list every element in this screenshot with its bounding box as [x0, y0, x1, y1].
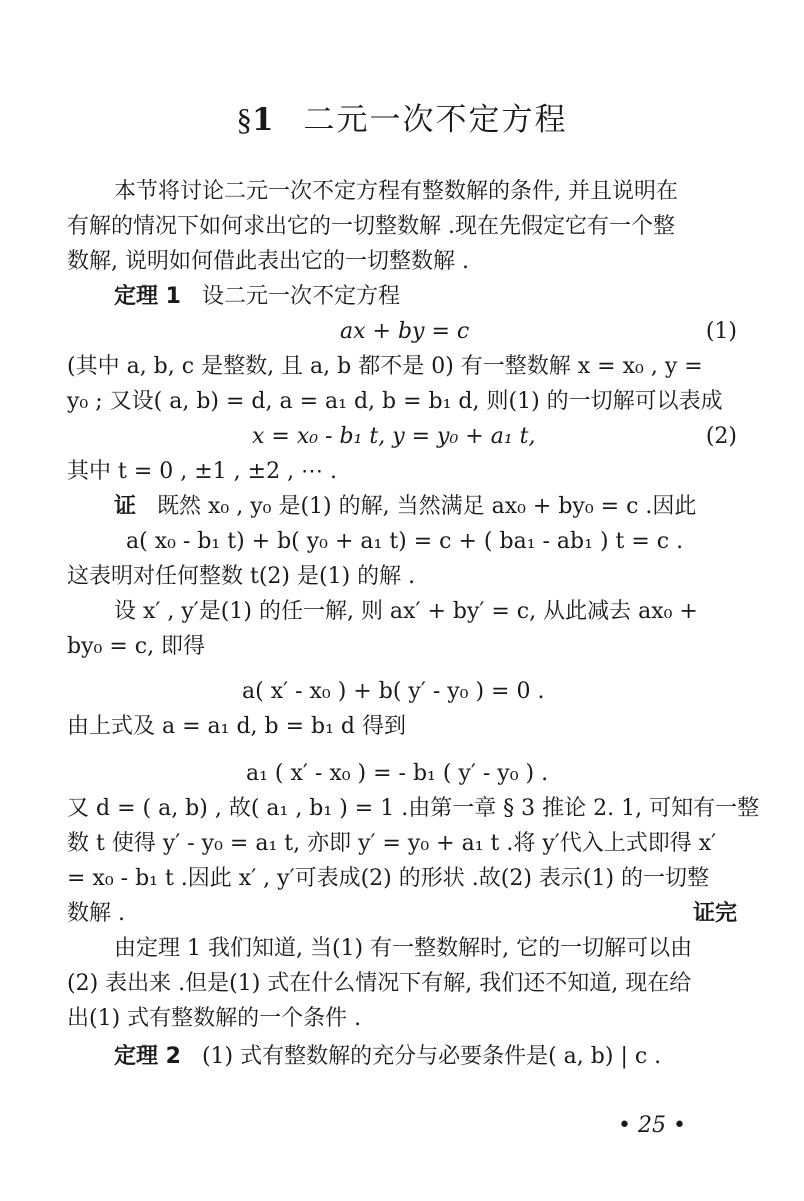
- intro-line-1: 本节将讨论二元一次不定方程有整数解的条件, 并且说明在: [114, 179, 678, 204]
- proof-line-5: 由上式及 a = a₁ d, b = b₁ d 得到: [67, 714, 407, 739]
- equation-2: x = x₀ - b₁ t, y = y₀ + a₁ t,: [252, 424, 536, 449]
- section-heading: [0, 100, 804, 140]
- after-line-1: 由定理 1 我们知道, 当(1) 有一整数解时, 它的一切解可以由: [114, 936, 693, 961]
- theorem-1-label: 定理 1: [114, 284, 181, 309]
- equation-5: a₁ ( x′ - x₀ ) = - b₁ ( y′ - y₀ ) .: [246, 761, 549, 786]
- theorem-1-condition-1: (其中 a, b, c 是整数, 且 a, b 都不是 0) 有一整数解 x = x₀ , y =: [67, 354, 703, 379]
- intro-line-2: 有解的情况下如何求出它的一切整数解 .现在先假定它有一个整: [67, 214, 675, 239]
- proof-line-2: 这表明对任何整数 t(2) 是(1) 的解 .: [67, 564, 416, 589]
- theorem-2-line: [114, 1043, 661, 1071]
- theorem-1-intro: 设二元一次不定方程: [201, 284, 400, 309]
- theorem-1-condition-2: y₀ ; 又设( a, b) = d, a = a₁ d, b = b₁ d, 则(1) 的一切解可以表成: [67, 389, 723, 414]
- proof-line-8: = x₀ - b₁ t .因此 x′ , y′可表成(2) 的形状 .故(2) 表示(1) 的一切整: [67, 866, 710, 891]
- section-title: 二元一次不定方程: [303, 102, 568, 138]
- after-line-2: (2) 表出来 .但是(1) 式在什么情况下有解, 我们还不知道, 现在给: [67, 971, 692, 996]
- proof-line-4: by₀ = c, 即得: [67, 634, 206, 659]
- proof-line-3: 设 x′ , y′是(1) 的任一解, 则 ax′ + by′ = c, 从此减去 ax₀ +: [114, 599, 698, 624]
- equation-3: a( x₀ - b₁ t) + b( y₀ + a₁ t) = c + ( ba₁ - ab₁ ) t = c .: [126, 529, 684, 554]
- proof-label: 证: [114, 494, 137, 519]
- equation-1: ax + by = c: [340, 319, 470, 344]
- proof-line-6: 又 d = ( a, b) , 故( a₁ , b₁ ) = 1 .由第一章 § 3 推论 2. 1, 可知有一整: [67, 796, 760, 821]
- theorem-2-label: 定理 2: [114, 1044, 181, 1069]
- section-number: 1: [251, 102, 274, 138]
- proof-line-9: 数解 .: [67, 901, 125, 926]
- theorem-2-text: (1) 式有整数解的充分与必要条件是( a, b) | c .: [201, 1044, 662, 1069]
- theorem-1-where: 其中 t = 0 , ±1 , ±2 , ⋯ .: [67, 459, 338, 484]
- proof-end-mark: 证完: [692, 901, 737, 926]
- page-number: • 25 •: [618, 1113, 686, 1138]
- equation-4: a( x′ - x₀ ) + b( y′ - y₀ ) = 0 .: [242, 679, 545, 704]
- section-sign: §: [236, 102, 252, 137]
- equation-2-number: (2): [705, 424, 737, 449]
- after-line-3: 出(1) 式有整数解的一个条件 .: [67, 1006, 362, 1031]
- proof-line-1: [114, 493, 696, 521]
- proof-line-7: 数 t 使得 y′ - y₀ = a₁ t, 亦即 y′ = y₀ + a₁ t .将 y′代入上式即得 x′: [67, 831, 717, 856]
- intro-line-3: 数解, 说明如何借此表出它的一切整数解 .: [67, 249, 469, 274]
- theorem-1-line: [114, 283, 400, 311]
- proof-line-1-text: 既然 x₀ , y₀ 是(1) 的解, 当然满足 ax₀ + by₀ = c .因此: [157, 494, 697, 519]
- equation-1-number: (1): [705, 319, 737, 344]
